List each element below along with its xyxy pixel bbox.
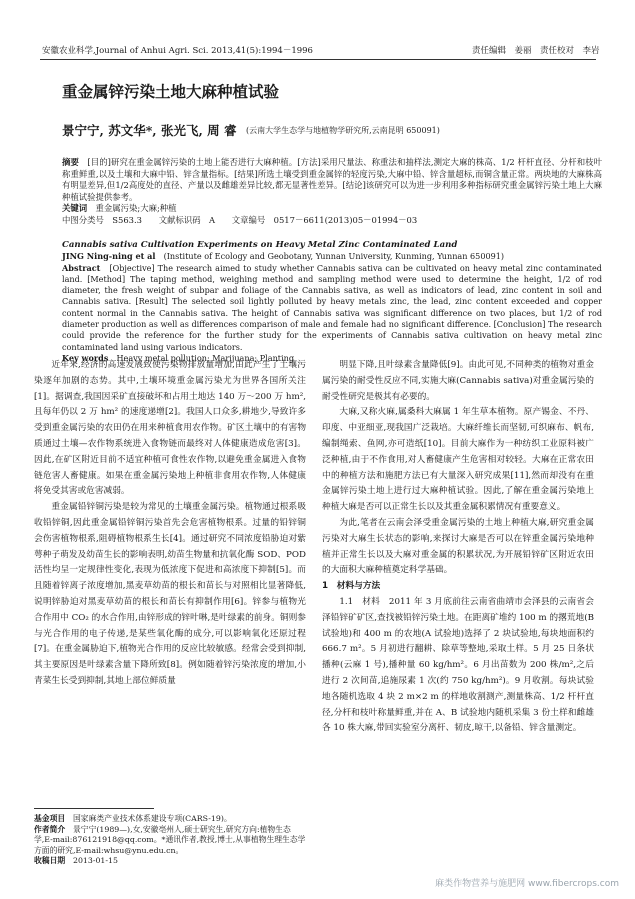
methods-paragraph: 1.1 材料 2011 年 3 月底前往云南省曲靖市会泽县的云南省会泽铅锌矿矿区,查找被铅锌污染土地。在距离矿堆约 100 m 的撂荒地(B 试验地)和 400 m 的农地(A 试验地)选择了 2 块试验地,每块地面积约 666.7 m²。5 月初进行翻耕、除草等整地,采取土样。5 月 25 日条状播种(云麻 1 号),播种量 60 kg/hm²。6 月出苗数为 200 株/m²,之后进行 2 次间苗,追施尿素 1 次(约 750 kg/hm²)。9 月收割。每块试验地各随机选取 4 块 2 m×2 m 的样地收割测产,测量株高、1/2 杆杆直径,分杆和枝叶称量鲜重,并在 A、B 试验地内随机采集 3 份土样和雌雄各 10 株大麻,带回实验室分离杆、韧皮,晾干,以备铅、锌含量测定。: [322, 596, 594, 734]
english-authors: JING Ning-ning et al: [62, 251, 156, 262]
english-abstract-label: Abstract: [62, 262, 101, 273]
section-heading: 1 材料与方法: [322, 581, 381, 592]
abstract-label: 摘要: [62, 157, 79, 167]
site-watermark: 麻类作物营养与施肥网 www.fibercrops.com: [435, 879, 619, 889]
abstract-text: [目的]研究在重金属锌污染的土地上能否进行大麻种植。[方法]采用尺量法、称重法和抽样法,测定大麻的株高、1/2 杆杆直径、分杆和枝叶称重鲜重,以及土壤和大麻中铅、锌含量指标。[结果]所选土壤受到重金属锌的轻度污染,大麻中铅、锌含量超标,而铜含量正常。两块地的大麻株高有明显差异,但1/2高度处的直径、产量以及雌雄差异比较,都无显著性差异。[结论]该研究可以为进一步利用多种指标研究重金属锌污染土地上大麻种植试验提供参考。: [62, 157, 603, 202]
article-title: 重金属锌污染土地大麻种植试验: [62, 83, 280, 101]
body-paragraph: 明显下降,且叶绿素含量降低[9]。由此可见,不同种类的植物对重金属污染的耐受性反应不同,实施大麻(Cannabis sativa)对重金属污染的耐受性研究是极其有必要的。: [322, 360, 594, 402]
english-abstract: [62, 240, 602, 364]
fund-label: 基金项目: [34, 814, 66, 823]
english-affiliation: (Institute of Ecology and Geobotany, Yunnan University, Kunming, Yunnan 650091): [163, 251, 505, 262]
editor-credits: 责任编辑 姜丽 责任校对 李岩: [472, 46, 600, 56]
body-paragraph: 近年来,经济的高速发展致使污染物排放量增加,由此产生了土壤污染逐年加剧的态势。其中,土壤环境重金属污染尤为世界各国所关注[1]。据调查,我国因采矿直接破坏和占用土地达 140 万～200 万 hm²,且每年仍以 2 万 hm² 的速度递增[2]。我国人口众多,耕地少,导致许多受到重金属污染的农田仍在用来种植食用农作物。矿区土壤中的有害物质通过土壤—农作物系统进入食物链而最终对人体健康造成危害[3]。因此,在矿区附近目前不适宜种植可食性农作物,以避免重金属进入食物链危害人畜健康。如果在重金属污染地上种植非食用农作物,人体健康将免受其害或危害减弱。: [34, 360, 306, 497]
received-label: 收稿日期: [34, 856, 66, 865]
english-keywords-text: Heavy metal pollution; Marijuana; Planting: [116, 352, 295, 363]
header-divider: [40, 59, 596, 60]
footnote-divider: [34, 808, 154, 809]
chinese-abstract: [62, 157, 602, 226]
english-keywords-label: Key words: [62, 352, 109, 363]
body-column-left: [34, 358, 306, 690]
received-date: 2013-01-15: [72, 856, 118, 865]
keywords-text: 重金属污染;大麻;种植: [95, 203, 177, 213]
author-bio-label: 作者简介: [34, 824, 66, 834]
author-affiliation: (云南大学生态学与地植物学研究所,云南昆明 650091): [246, 126, 440, 135]
fund-text: 国家麻类产业技术体系建设专项(CARS-19)。: [72, 814, 232, 823]
body-paragraph: 重金属铅锌铜污染是较为常见的土壤重金属污染。植物通过根系吸收铅锌铜,因此重金属铅锌铜污染首先会危害植物根系。过量的铅锌铜会伤害植物根系,阻碍植物根系生长[4]。通过研究不同浓度铅胁迫对紫萼种子萌发及幼苗生长的影响表明,幼苗生物量和抗氧化酶 SOD、POD 活性均呈一定规律性变化,表现为低浓度下促进和高浓度下抑制[5]。而且随着锌离子浓度增加,黑麦草幼苗的根长和苗长与对照相比显著降低,说明锌胁迫对黑麦草幼苗的根长和苗长有抑制作用[6]。锌参与植物光合作用中 CO₂ 的水合作用,由锌形成的锌叶啉,是叶绿素的前身。铜则参与光合作用的电子传递,是某些氧化酶的成分,可以影响氧化还原过程[7]。在重金属胁迫下,植物光合作用的反应比较敏感。经常会受到抑制,其主要原因是叶绿素含量下降所致[8]。例如随着锌污染浓度的增加,小青菜生长受到抑制,其地上部位鲜质量: [34, 502, 306, 686]
classification-meta: 中图分类号 S563.3 文献标识码 A 文章编号 0517－6611(2013)05－01994－03: [62, 214, 418, 225]
journal-citation: 安徽农业科学,Journal of Anhui Agri. Sci. 2013,41(5):1994－1996: [42, 46, 313, 56]
author-list: 景宁宁, 苏文华*, 张光飞, 周 睿: [62, 123, 237, 138]
english-title: Cannabis sativa Cultivation Experiments on Heavy Metal Zinc Contaminated Land: [62, 240, 458, 250]
author-bio-text: 景宁宁(1989—),女,安徽亳州人,硕士研究生,研究方向:植物生态学,E-mail:876121918@qq.com。*通讯作者,教授,博士,从事植物生理生态学方面的研究,E-mail:whsu@ynu.edu.cn。: [34, 824, 306, 855]
body-column-right: [322, 358, 594, 737]
keywords-label: 关键词: [62, 203, 88, 213]
body-paragraph: 为此,笔者在云南会泽受重金属污染的土地上种植大麻,研究重金属污染对大麻生长状态的影响,来探讨大麻是否可以在锌重金属污染地种植并正常生长以及大麻对重金属的积累状况,为开展铅锌矿区附近农田的大面积大麻种植奠定科学基础。: [322, 517, 594, 576]
english-abstract-text: [Objective] The research aimed to study whether Cannabis sativa can be cultivated on heavy metal zinc contaminated land. [Method] The taping method, weighing method and sampling method were used to determine the height, 1/2 of rod diameter, the fresh weight of subpar and foliage of the Cannabis sativa, as well as indicators of lead, zinc content in soil and Cannabis sativa. [Result] The selected soil lightly polluted by heavy metals zinc, the lead, zinc content exceeded and copper content normal in the Cannabis sativa. The height of Cannabis sativa was significant difference on two places, but 1/2 of rod diameter production as well as differences comparison of male and female had no significant difference. [Conclusion] The research could provide the reference for the further study for the experiments of Cannabis sativa cultivation on heavy metal zinc contaminated land using various indicators.: [62, 262, 602, 352]
body-paragraph: 大麻,又称火麻,属桑科大麻属 1 年生草本植物。原产锡金、不丹、印度、中亚细亚,现我国广泛栽培。大麻纤维长而坚韧,可织麻布、帆布,编制绳索、鱼网,亦可造纸[10]。目前大麻作为一种纺织工业原料被广泛种植,由于不作食用,对人畜健康产生危害相对较轻。大麻在正常农田中的种植方法和施肥方法已有大量深入研究成果[11],然而却没有在重金属锌污染土地上进行过大麻种植试验。因此,了解在重金属污染地上种植大麻是否可以正常生长以及其重金属积累情况有重要意义。: [322, 407, 594, 513]
footnotes: [34, 814, 306, 867]
